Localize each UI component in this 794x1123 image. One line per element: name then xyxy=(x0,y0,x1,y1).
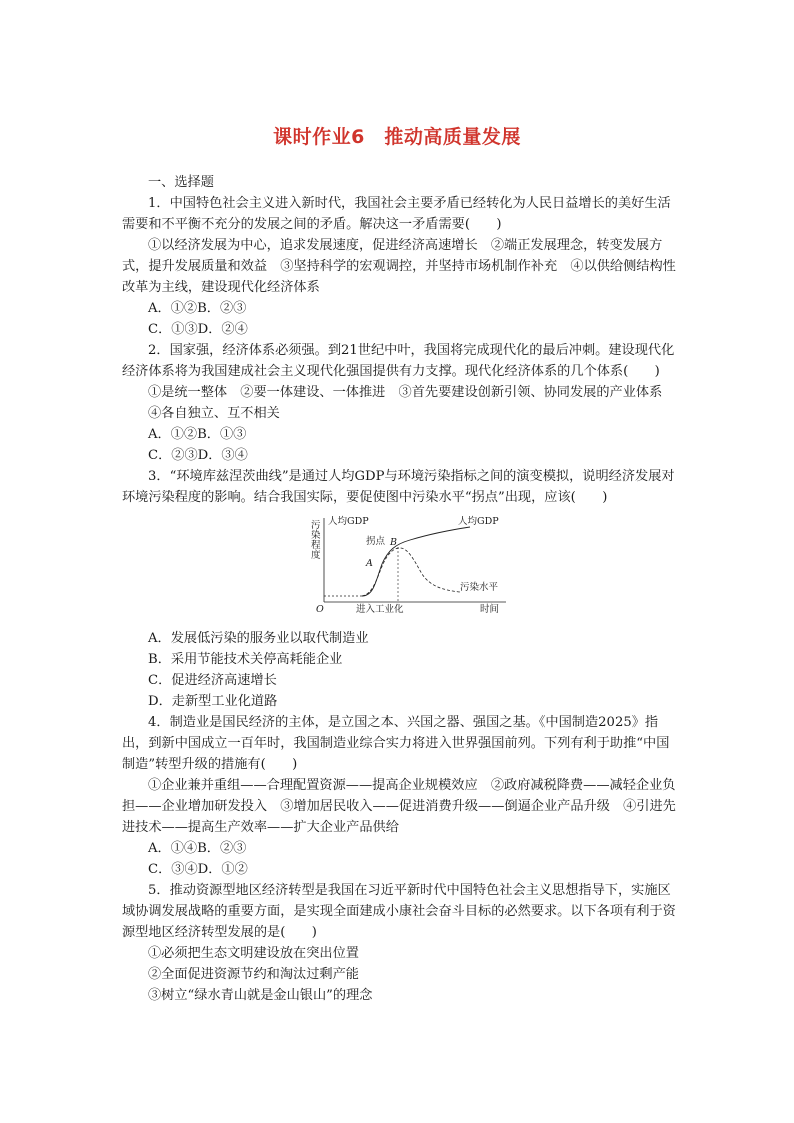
question-3-option-b: B．采用节能技术关停高耗能企业 xyxy=(148,652,343,667)
x-axis-label: 时间 xyxy=(480,604,500,614)
question-1-stem: 1．中国特色社会主义进入新时代，我国社会主要矛盾已经转化为人民日益增长的美好生活需要和不平衡不充分的发展之间的矛盾。解决这一矛盾需要( ) xyxy=(122,196,671,232)
question-1-options-cd: C．①③D．②④ xyxy=(148,322,248,337)
question-3-option-d: D．走新型工业化道路 xyxy=(148,694,278,709)
question-3-stem: 3．“环境库兹涅茨曲线”是通过人均GDP与环境污染指标之间的演变模拟，说明经济发展对环境污染程度的影响。结合我国实际，要促使图中污染水平“拐点”出现，应该( ) xyxy=(122,469,675,505)
y-axis-label-3: 程 xyxy=(311,540,321,551)
x-mid-label: 进入工业化 xyxy=(356,604,404,614)
question-3-option-a: A．发展低污染的服务业以取代制造业 xyxy=(148,631,369,646)
question-5-stem: 5．推动资源型地区经济转型是我国在习近平新时代中国特色社会主义思想指导下，实施区域协调发展战略的重要方面，是实现全面建成小康社会奋斗目标的必然要求。以下各项有利于资源型地区经济转型发展的是( ) xyxy=(122,883,676,940)
gdp-curve-label: 人均GDP xyxy=(458,516,499,527)
section-heading: 一、选择题 xyxy=(148,175,214,190)
turning-point-label: 拐点 xyxy=(366,536,386,547)
question-2-items-2: ④各自独立、互不相关 xyxy=(148,406,280,421)
question-5-item-2: ②全面促进资源节约和淘汰过剩产能 xyxy=(148,967,359,982)
question-5-item-3: ③树立“绿水青山就是金山银山”的理念 xyxy=(148,988,373,1003)
question-5-item-1: ①必须把生态文明建设放在突出位置 xyxy=(148,946,359,961)
question-4-options-ab: A．①④B．②③ xyxy=(148,841,247,856)
y-axis-label-2: 染 xyxy=(311,530,321,541)
y-axis-label-4: 度 xyxy=(311,550,321,561)
worksheet-body xyxy=(122,172,678,1006)
point-b-label: B xyxy=(390,537,397,548)
question-4-items: ①企业兼并重组——合理配置资源——提高企业规模效应 ②政府减税降费——减轻企业负担——企业增加研发投入 ③增加居民收入——促进消费升级——倒逼企业产品升级 ④引进先进技术——提高生产效率——扩大企业产品供给 xyxy=(122,778,676,835)
question-2-options-ab: A．①②B．①③ xyxy=(148,427,247,442)
point-a-label: A xyxy=(366,558,373,569)
question-3-option-c: C．促进经济高速增长 xyxy=(148,673,277,688)
origin-label: O xyxy=(316,604,324,614)
question-4-stem: 4．制造业是国民经济的主体，是立国之本、兴国之器、强国之基。《中国制造2025》指出，到新中国成立一百年时，我国制造业综合实力将进入世界强国前列。下列有利于助推“中国制造”转型升级的措施有( ) xyxy=(122,715,670,772)
pollution-curve xyxy=(362,548,460,596)
question-2-options-cd: C．②③D．③④ xyxy=(148,448,248,463)
question-2-items-1: ①是统一整体 ②要一体建设、一体推进 ③首先要建设创新引领、协同发展的产业体系 xyxy=(148,385,663,400)
y-top-label: 人均GDP xyxy=(328,516,369,527)
pollution-curve-label: 污染水平 xyxy=(460,582,499,593)
question-4-options-cd: C．③④D．①② xyxy=(148,862,248,877)
question-1-options-ab: A．①②B．②③ xyxy=(148,301,247,316)
y-axis-label-1: 污 xyxy=(311,520,321,531)
page-title: 课时作业6 推动高质量发展 xyxy=(273,126,521,148)
kuznets-curve-figure xyxy=(122,514,678,624)
kuznets-curve-diagram xyxy=(310,514,510,614)
question-2-stem: 2．国家强，经济体系必须强。到21世纪中叶，我国将完成现代化的最后冲刺。建设现代化经济体系将为我国建成社会主义现代化强国提供有力支撑。现代化经济体系的几个体系( ) xyxy=(122,343,675,379)
question-1-items: ①以经济发展为中心，追求发展速度，促进经济高速增长 ②端正发展理念，转变发展方式，提升发展质量和效益 ③坚持科学的宏观调控，并坚持市场机制作补充 ④以供给侧结构性改革为主线，建设现代化经济体系 xyxy=(122,238,676,295)
